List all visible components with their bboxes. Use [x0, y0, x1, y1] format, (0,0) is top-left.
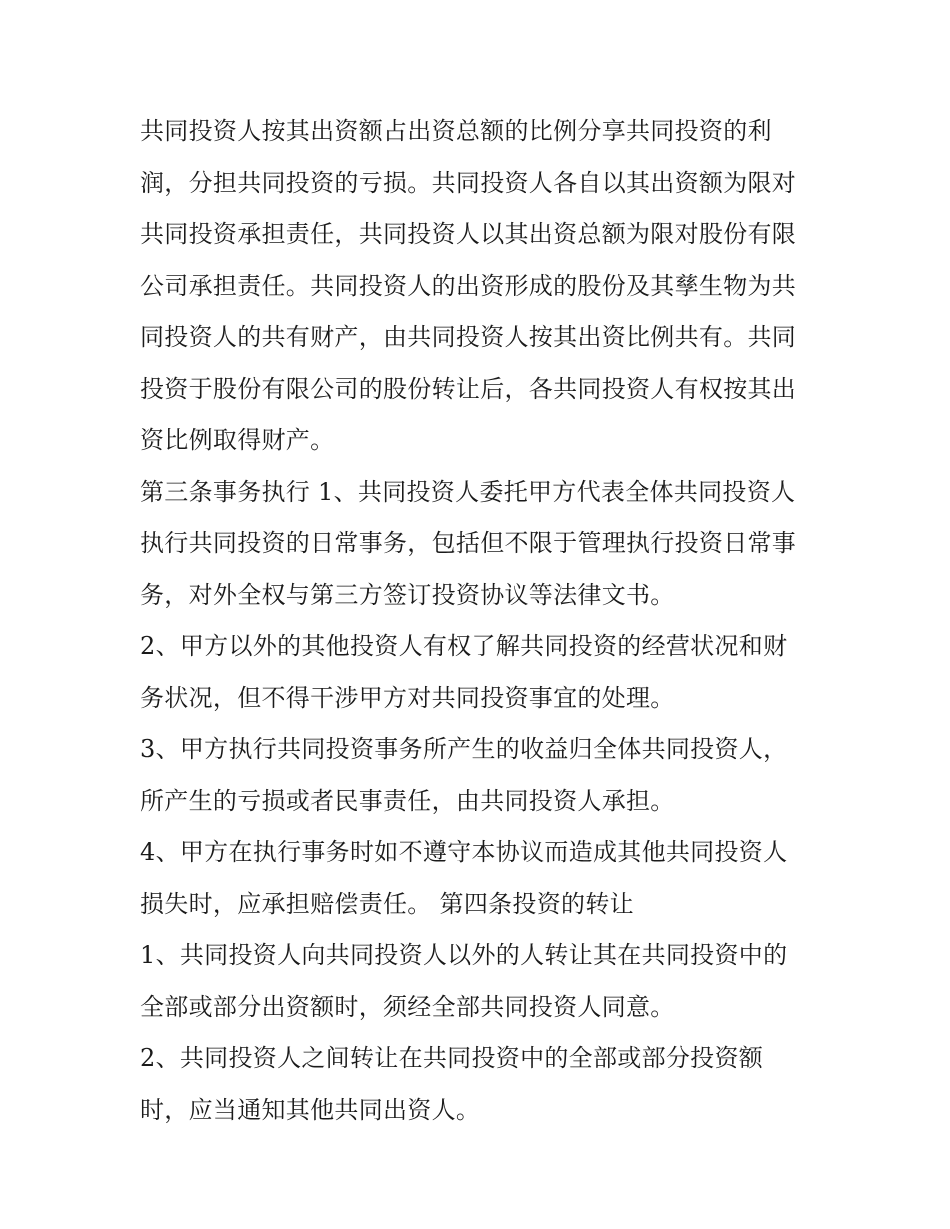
text-line-17: 1、共同投资人向共同投资人以外的人转让其在共同投资中的	[140, 941, 788, 969]
text-line-2: 润，分担共同投资的亏损。共同投资人各自以其出资额为限对	[140, 168, 797, 197]
text-line-16: 损失时，应承担赔偿责任。 第四条投资的转让	[140, 889, 634, 918]
text-line-7: 资比例取得财产。	[140, 426, 335, 454]
text-line-12: 务状况，但不得干涉甲方对共同投资事宜的处理。	[140, 683, 675, 712]
document-body	[140, 106, 830, 1136]
text-line-11: 2、甲方以外的其他投资人有权了解共同投资的经营状况和财	[140, 632, 788, 660]
text-line-8: 第三条事务执行 1、共同投资人委托甲方代表全体共同投资人	[140, 477, 796, 506]
text-line-9: 执行共同投资的日常事务，包括但不限于管理执行投资日常事	[140, 529, 797, 557]
text-line-10: 务，对外全权与第三方签订投资协议等法律文书。	[140, 580, 675, 609]
text-line-20: 时，应当通知其他共同出资人。	[140, 1095, 481, 1124]
text-line-5: 同投资人的共有财产，由共同投资人按其出资比例共有。共同	[140, 323, 797, 351]
text-line-4: 公司承担责任。共同投资人的出资形成的股份及其孳生物为共	[140, 271, 797, 300]
text-line-3: 共同投资承担责任，共同投资人以其出资总额为限对股份有限	[140, 220, 797, 248]
text-line-6: 投资于股份有限公司的股份转让后，各共同投资人有权按其出	[140, 374, 797, 403]
text-line-18: 全部或部分出资额时，须经全部共同投资人同意。	[140, 992, 675, 1021]
text-line-19: 2、共同投资人之间转让在共同投资中的全部或部分投资额	[140, 1044, 764, 1072]
text-line-1: 共同投资人按其出资额占出资总额的比例分享共同投资的利	[140, 117, 772, 145]
text-line-13: 3、甲方执行共同投资事务所产生的收益归全体共同投资人，	[140, 735, 788, 763]
text-line-15: 4、甲方在执行事务时如不遵守本协议而造成其他共同投资人	[140, 838, 788, 866]
text-line-14: 所产生的亏损或者民事责任，由共同投资人承担。	[140, 786, 675, 815]
